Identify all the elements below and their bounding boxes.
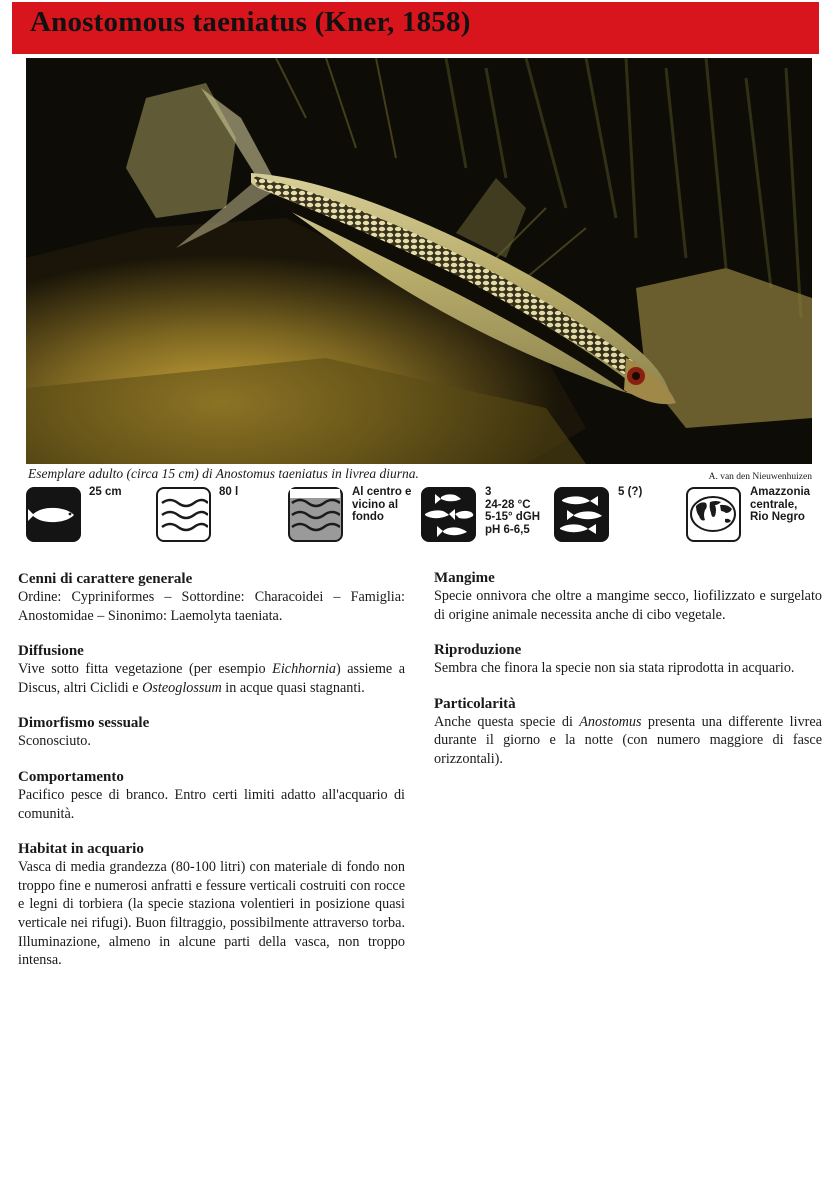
origin-line-1: Amazzonia [750, 486, 811, 498]
section-heading: Comportamento [18, 768, 124, 785]
fish-photo-illustration [26, 58, 812, 464]
fish-size-icon [26, 487, 81, 542]
school-size-label: 5 (?) [618, 486, 643, 498]
world-map-icon [686, 487, 741, 542]
school-of-fish-icon [554, 487, 609, 542]
swim-zone-label [352, 486, 411, 524]
section-text [434, 713, 822, 769]
section-heading: Dimorfismo sessuale [18, 715, 150, 732]
italic-genus: Eichhornia [272, 661, 337, 678]
text-span: Vive sotto fitta vegetazione (per esempio [18, 661, 273, 678]
water-ph: pH 6-6,5 [485, 523, 530, 536]
section-heading: Mangime [434, 570, 495, 586]
section-heading: Cenni di carattere generale [18, 571, 193, 587]
text-span: ) assieme a Discus, altri Ciclidi e [18, 661, 405, 696]
section-text: Sconosciuto. [18, 733, 91, 750]
title-bar [12, 2, 819, 54]
left-column [18, 570, 405, 987]
photo-caption: Esemplare adulto (circa 15 cm) di Anostomus taeniatus in livrea diurna. [28, 466, 419, 481]
swim-zone-line-3: fondo [352, 511, 384, 523]
swim-zone-line-1: Al centro e [352, 486, 412, 498]
section-comportamento [18, 768, 405, 823]
origin-label [750, 486, 810, 524]
section-text: Pacifico pesce di branco. Entro certi limiti adatto all'acquario di comunità. [18, 786, 405, 822]
section-heading: Habitat in acquario [18, 841, 144, 858]
section-riproduzione [434, 641, 822, 678]
section-particolarita [434, 695, 822, 769]
section-heading: Riproduzione [434, 642, 522, 659]
italic-genus: Anostomus [579, 713, 642, 730]
origin-line-3: Rio Negro [750, 511, 805, 523]
water-parameters-label [485, 486, 540, 536]
section-mangime [434, 569, 822, 624]
section-heading: Diffusione [18, 643, 84, 660]
text-span: in acque quasi stagnanti. [221, 679, 365, 696]
section-diffusione [18, 642, 405, 697]
page-title: Anostomous taeniatus (Kner, 1858) [30, 6, 471, 38]
section-text: Vasca di media grandezza (80-100 litri) con materiale di fondo non troppo fine e numerosi anfratti e fessure verticali costruiti con rocce e legni di torbiera (la specie staziona volentieri in posizione quasi verticale nei rifugi). Buon filtraggio, possibilmente attraverso torba. Illuminazione, almeno in alcune parti della vasca, non troppo intensa. [18, 859, 405, 969]
italic-genus: Osteoglossum [142, 679, 222, 696]
fish-photo [26, 58, 812, 464]
swim-zone-line-2: vicino al [352, 498, 399, 511]
water-hardness-level: 3 [485, 486, 492, 498]
section-heading: Particolarità [434, 695, 516, 712]
text-span: presenta una differente livrea durante il giorno e la notte (con numero maggiore di fasce orizzontali). [434, 713, 822, 767]
text-span: Anche questa specie di [434, 713, 580, 730]
section-habitat [18, 840, 405, 970]
photo-credit: A. van den Nieuwenhuizen [708, 472, 812, 482]
section-text: Ordine: Cypriniformes – Sottordine: Characoidei – Famiglia: Anostomidae – Sinonimo: Laemolyta taeniata. [18, 589, 405, 624]
section-text: Specie onnivora che oltre a mangime secco, liofilizzato e surgelato di origine animale necessita anche di cibo vegetale. [434, 588, 822, 623]
fish-size-label: 25 cm [89, 486, 122, 498]
swim-zone-icon [288, 487, 343, 542]
water-temperature: 24-28 °C [485, 498, 531, 511]
tank-volume-icon [156, 487, 211, 542]
section-cenni [18, 570, 405, 625]
section-text [18, 660, 405, 697]
water-dgh: 5-15° dGH [485, 511, 541, 523]
tank-volume-label: 80 l [219, 486, 239, 498]
section-dimorfismo [18, 714, 405, 751]
right-column [434, 569, 822, 786]
water-parameters-icon [421, 487, 476, 542]
section-text: Sembra che finora la specie non sia stata riprodotta in acquario. [434, 660, 795, 677]
origin-line-2: centrale, [750, 498, 798, 511]
